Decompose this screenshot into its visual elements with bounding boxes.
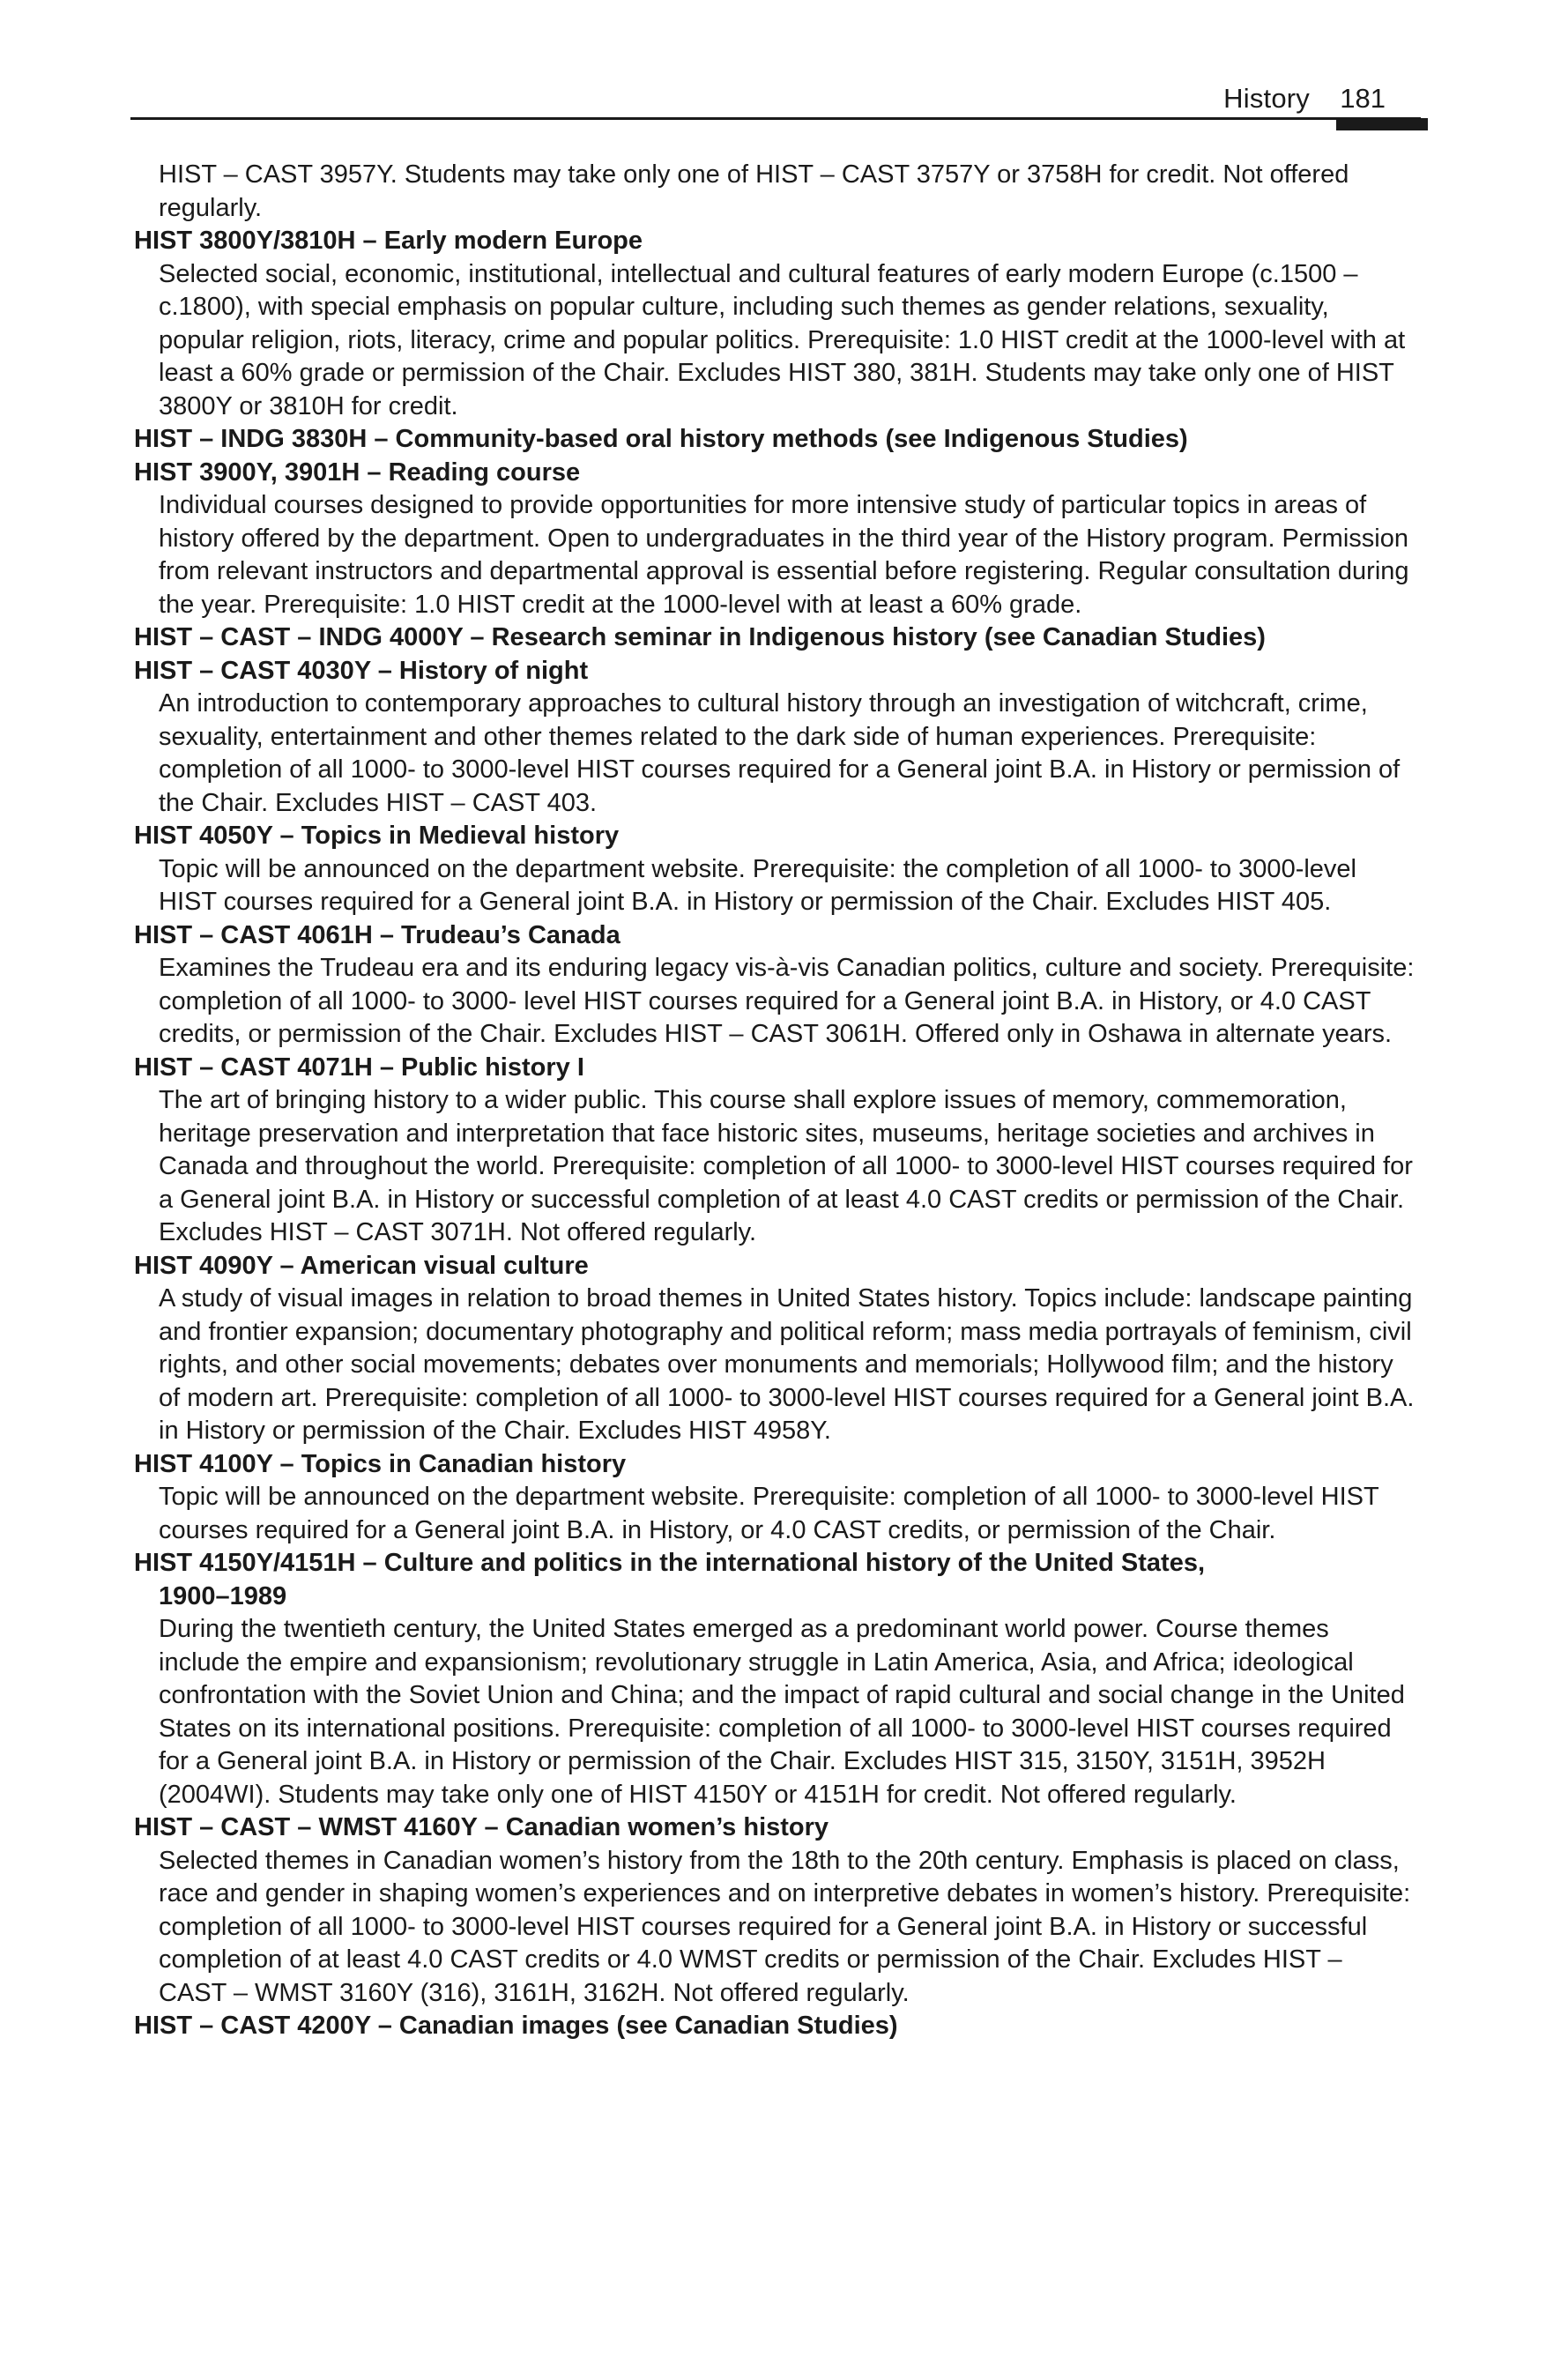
course-title: HIST 4090Y – American visual culture — [134, 1251, 589, 1280]
course-title: HIST 3900Y, 3901H – Reading course — [134, 457, 581, 487]
course-description: Selected themes in Canadian women’s history from the 18th to the 20th century. Emphasis is placed on class, race and gender in shaping women’s experiences and on interpretive debates in women’s history. Prerequisite: completion of all 1000- to 3000-level HIST courses required for a General joint B.A. in History or successful completion of at least 4.0 CAST credits or 4.0 WMST credits or permission of the Chair. Excludes HIST – CAST – WMST 3160Y (316), 3161H, 3162H. Not offered regularly. — [159, 1846, 1411, 2007]
course-title: HIST – CAST 4200Y – Canadian images (see Canadian Studies) — [134, 2012, 898, 2040]
course-description: Selected social, economic, institutional, intellectual and cultural features of early modern Europe (c.1500 – c.1800), with special emphasis on popular culture, including such themes as gender relations, sexuality, popular religion, riots, literacy, crime and popular politics. Prerequisite: 1.0 HIST credit at the 1000-level with at least a 60% grade or permission of the Chair. Excludes HIST 380, 381H. Students may take only one of HIST 3800Y or 3810H for credit. — [159, 259, 1406, 420]
course-entry — [134, 1547, 1421, 1811]
course-title: HIST – CAST 4071H – Public history I — [134, 1052, 584, 1082]
course-description: A study of visual images in relation to broad themes in United States history. Topics include: landscape painting and frontier expansion; documentary photography and political reform; mass media portrayals of feminism, civil rights, and other social movements; debates over monuments and memorials; Hollywood film; and the history of modern art. Prerequisite: completion of all 1000- to 3000-level HIST courses required for a General joint B.A. in History or permission of the Chair. Excludes HIST 4958Y. — [159, 1284, 1415, 1445]
course-entry — [134, 1052, 1421, 1250]
course-title: HIST 4100Y – Topics in Canadian history — [134, 1449, 627, 1478]
course-entry — [134, 423, 1421, 457]
header-tab-mark — [1336, 118, 1428, 130]
running-header — [130, 76, 1421, 120]
course-description: Topic will be announced on the department website. Prerequisite: the completion of all 1000- to 3000-level HIST courses required for a General joint B.A. in History or permission of the Chair. Excludes HIST 405. — [159, 854, 1356, 916]
course-description: Examines the Trudeau era and its enduring legacy vis-à-vis Canadian politics, culture and society. Prerequisite: completion of all 1000- to 3000- level HIST courses required for a General joint B.A. in History, or 4.0 CAST credits, or permission of the Chair. Excludes HIST – CAST 3061H. Offered only in Oshawa in alternate years. — [159, 954, 1415, 1048]
header-rule — [130, 117, 1421, 120]
course-entry — [134, 820, 1421, 919]
page-number: 181 — [1340, 83, 1386, 114]
course-entry — [134, 655, 1421, 821]
intro-continuation: HIST – CAST 3957Y. Students may take only one of HIST – CAST 3757Y or 3758H for credit. Not offered regularly. — [159, 160, 1349, 222]
course-description: Topic will be announced on the department website. Prerequisite: completion of all 1000- to 3000-level HIST courses required for a General joint B.A. in History, or 4.0 CAST credits, or permission of the Chair. — [159, 1483, 1379, 1544]
course-title: HIST – INDG 3830H – Community-based oral history methods (see Indigenous Studies) — [134, 425, 1188, 453]
course-entry — [134, 1250, 1421, 1448]
section-title: History — [1223, 83, 1310, 114]
course-entry — [134, 457, 1421, 622]
course-entry — [134, 2010, 1421, 2043]
course-entry — [134, 1448, 1421, 1548]
course-title: HIST – CAST 4061H – Trudeau’s Canada — [134, 920, 620, 949]
course-title: HIST – CAST – INDG 4000Y – Research seminar in Indigenous history (see Canadian Studies) — [134, 623, 1266, 651]
course-title-line: HIST 4150Y/4151H – Culture and politics in the international history of the United States, — [134, 1549, 1206, 1577]
course-entry — [134, 1811, 1421, 2010]
course-title: HIST – CAST 4030Y – History of night — [134, 656, 589, 685]
course-description: The art of bringing history to a wider public. This course shall explore issues of memory, commemoration, heritage preservation and interpretation that face historic sites, museums, heritage societies and archives in Canada and throughout the world. Prerequisite: completion of all 1000- to 3000-level HIST courses required for a General joint B.A. in History or successful completion of at least 4.0 CAST credits or permission of the Chair. Excludes HIST – CAST 3071H. Not offered regularly. — [159, 1086, 1413, 1246]
course-title — [134, 1547, 1421, 1613]
course-entry — [134, 919, 1421, 1052]
course-title: HIST 3800Y/3810H – Early modern Europe — [134, 227, 643, 255]
course-description: Individual courses designed to provide opportunities for more intensive study of particular topics in areas of history offered by the department. Open to undergraduates in the third year of the History program. Permission from relevant instructors and departmental approval is essential before registering. Regular consultation during the year. Prerequisite: 1.0 HIST credit at the 1000-level with at least a 60% grade. — [159, 491, 1409, 619]
course-listing — [134, 159, 1421, 2043]
course-entry — [134, 621, 1421, 655]
course-entry — [134, 225, 1421, 423]
course-description: An introduction to contemporary approaches to cultural history through an investigation of witchcraft, crime, sexuality, entertainment and other themes related to the dark side of human experiences. Prerequisite: completion of all 1000- to 3000-level HIST courses required for a General joint B.A. in History or permission of the Chair. Excludes HIST – CAST 403. — [159, 689, 1401, 817]
course-title-continuation: 1900–1989 — [159, 1581, 287, 1610]
course-title: HIST – CAST – WMST 4160Y – Canadian women’s history — [134, 1813, 829, 1841]
course-title: HIST 4050Y – Topics in Medieval history — [134, 822, 620, 850]
course-description: During the twentieth century, the United States emerged as a predominant world power. Course themes include the empire and expansionism; revolutionary struggle in Latin America, Asia, and Africa; ideological confrontation with the Soviet Union and China; and the impact of rapid cultural and social change in the United States on its international positions. Prerequisite: completion of all 1000- to 3000-level HIST courses required for a General joint B.A. in History or permission of the Chair. Excludes HIST 315, 3150Y, 3151H, 3952H (2004WI). Students may take only one of HIST 4150Y or 4151H for credit. Not offered regularly. — [159, 1615, 1405, 1809]
